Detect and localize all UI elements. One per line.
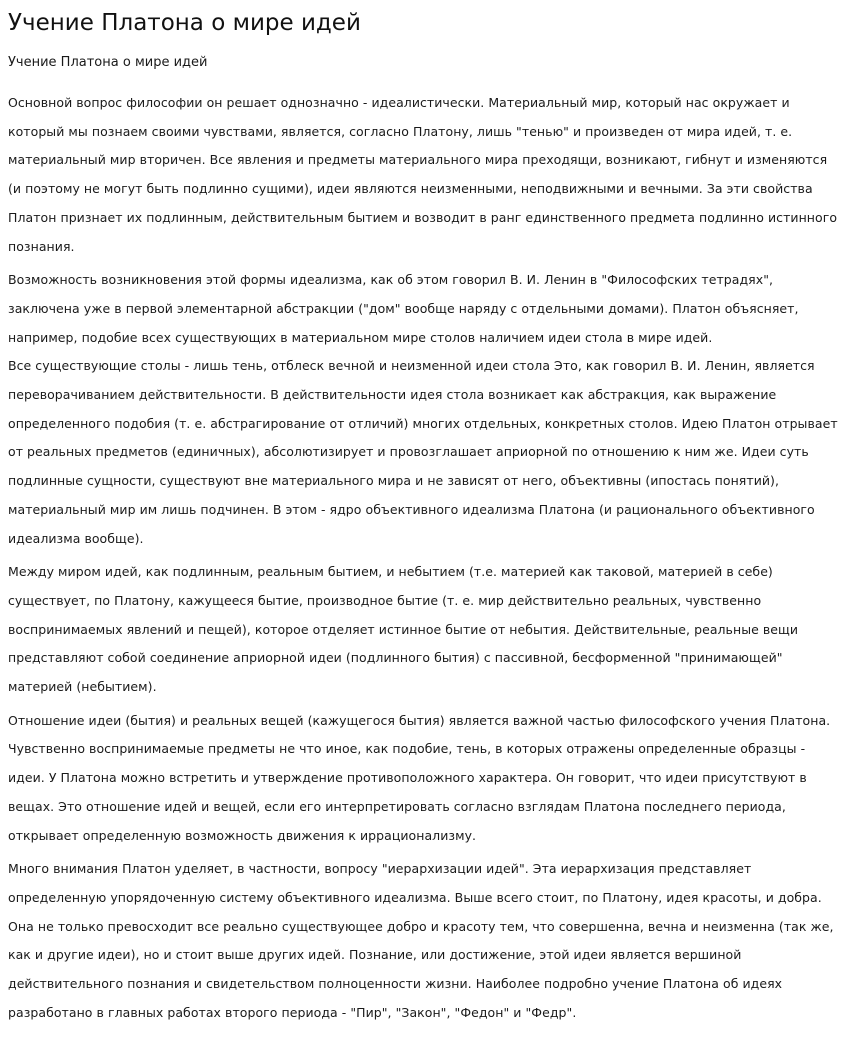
- article-subtitle: Учение Платона о мире идей: [8, 55, 208, 70]
- page-title: Учение Платона о мире идей: [8, 10, 361, 36]
- paragraph-4: Отношение идеи (бытия) и реальных вещей (кажущегося бытия) является важной частью философского учения Платона. Чувственно воспринимаемые предметы не что иное, как подобие, тень, в которых отражены определенные образцы - идеи. У Платона можно встретить и утверждение противоположного характера. Он говорит, что идеи присутствуют в вещах. Это отношение идей и вещей, если его интерпретировать согласно взглядам Платона последнего периода, открывает определенную возможность движения к иррационализму.: [8, 712, 831, 843]
- paragraph-2: Возможность возникновения этой формы идеализма, как об этом говорил В. И. Ленин в "Философских тетрадях", заключена уже в первой элементарной абстракции ("дом" вообще наряду с отдельными домами). Платон объясняет, например, подобие всех существующих в материальном мире столов наличием идеи стола в мире идей. Все существующие столы - лишь тень, отблеск вечной и неизменной идеи стола Это, как говорил В. И. Ленин, является переворачиванием действительности. В действительности идея стола возникает как абстракция, как выражение определенного подобия (т. е. абстрагирование от отличий) многих отдельных, конкретных столов. Идею Платон отрывает от реальных предметов (единичных), абсолютизирует и провозглашает априорной по отношению к ним же. Идеи суть подлинные сущности, существуют вне материального мира и не зависят от него, объективны (ипостась понятий), материальный мир им лишь подчинен. В этом - ядро объективного идеализма Платона (и рационального объективного идеализма вообще).: [8, 272, 838, 546]
- paragraph-1: Основной вопрос философии он решает однозначно - идеалистически. Материальный мир, который нас окружает и который мы познаем своими чувствами, является, согласно Платону, лишь "тенью" и произведен от мира идей, т. е. материальный мир вторичен. Все явления и предметы материального мира преходящи, возникают, гибнут и изменяются (и поэтому не могут быть подлинно сущими), идеи являются неизменными, неподвижными и вечными. За эти свойства Платон признает их подлинным, действительным бытием и возводит в ранг единственного предмета подлинно истинного познания.: [8, 95, 838, 254]
- paragraph-5: Много внимания Платон уделяет, в частности, вопросу "иерархизации идей". Эта иерархизация представляет определенную упорядоченную систему объективного идеализма. Выше всего стоит, по Платону, идея красоты, и добра. Она не только превосходит все реально существующее добро и красоту тем, что совершенна, вечна и неизменна (так же, как и другие идеи), но и стоит выше других идей. Познание, или достижение, этой идеи является вершиной действительного познания и свидетельством полноценности жизни. Наиболее подробно учение Платона об идеях разработано в главных работах второго периода - "Пир", "Закон", "Федон" и "Федр".: [8, 861, 834, 1020]
- paragraph-3: Между миром идей, как подлинным, реальным бытием, и небытием (т.е. материей как таковой, материей в себе) существует, по Платону, кажущееся бытие, производное бытие (т. е. мир действительно реальных, чувственно воспринимаемых явлений и пещей), которое отделяет истинное бытие от небытия. Действительные, реальные вещи представляют собой соединение априорной идеи (подлинного бытия) с пассивной, бесформенной "принимающей" материей (небытием).: [8, 564, 799, 695]
